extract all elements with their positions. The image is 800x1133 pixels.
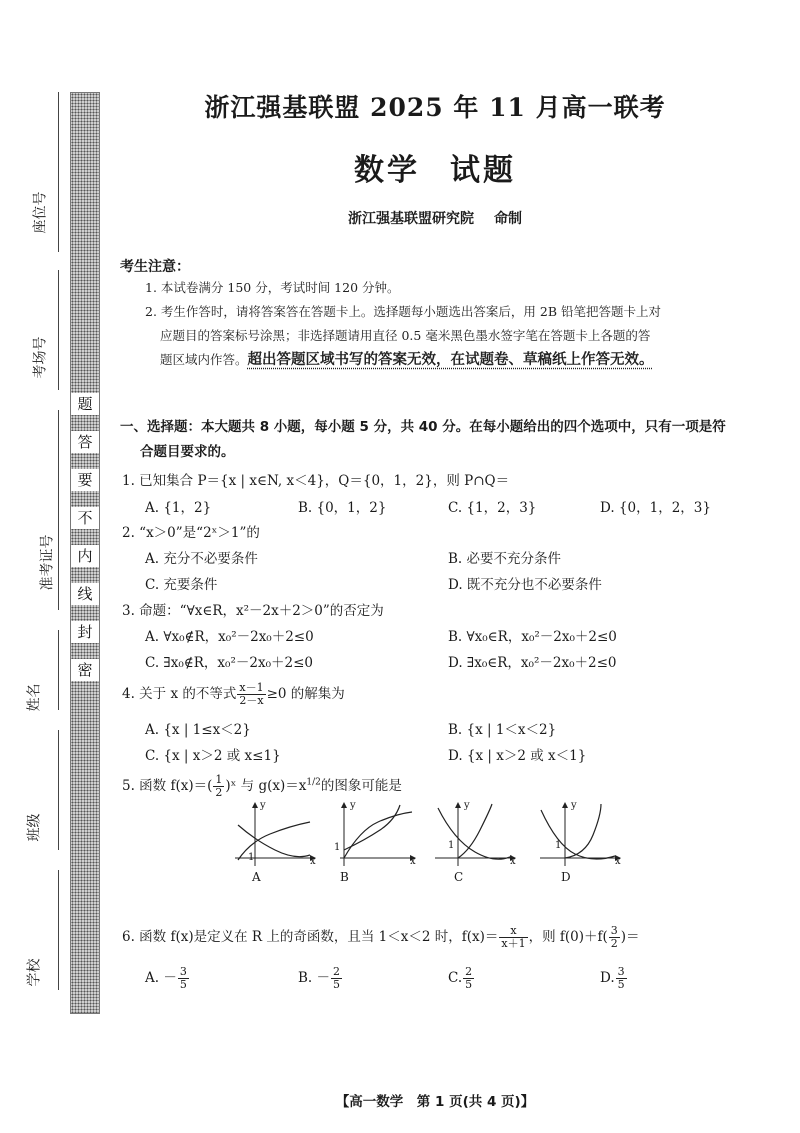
question-4-option-b: B. {x | 1＜x＜2}	[448, 722, 557, 738]
question-6-option-d	[600, 966, 628, 991]
fraction-denominator: x＋1	[501, 937, 526, 950]
question-1-option-c: C. {1，2，3}	[448, 500, 537, 516]
graph-b-y-label: y	[350, 800, 356, 811]
graph-b-x-label: x	[410, 856, 416, 867]
fraction-denominator: 2	[610, 937, 618, 950]
question-3-option-b: B. ∀x₀∈R，x₀²－2x₀＋2≤0	[448, 629, 617, 645]
notice-item-1: 1. 本试卷满分 150 分，考试时间 120 分钟。	[145, 280, 400, 295]
question-5-stem-post: 的图象可能是	[320, 778, 402, 794]
school-line	[58, 870, 59, 990]
graph-a	[230, 800, 320, 882]
question-6-option-c	[448, 966, 475, 991]
question-1-stem: 1. 已知集合 P＝{x | x∈N, x＜4}，Q＝{0，1，2}，则 P∩Q＝	[122, 473, 510, 489]
question-5-graphs	[230, 800, 630, 882]
class-line	[58, 730, 59, 850]
author-line	[110, 208, 760, 228]
exam-room-label: 考场号	[32, 336, 49, 379]
graph-c-y-label: y	[464, 800, 470, 811]
subject-suffix: 试题	[450, 153, 516, 188]
strip-char: 封	[71, 621, 99, 643]
option-fraction	[463, 966, 474, 991]
graph-a-y-label: y	[260, 800, 266, 811]
fraction-denominator: 5	[617, 978, 625, 991]
fraction-numerator: 3	[179, 965, 187, 978]
notice-item-2-line-2: 应题目的答案标号涂黑；非选择题请用直径 0.5 毫米黑色墨水签字笔在答题卡上各题的答	[160, 328, 651, 343]
graph-c-label: C	[454, 870, 464, 884]
notice-heading: 考生注意：	[120, 259, 190, 275]
option-prefix: B. －	[298, 970, 331, 986]
question-3-option-c: C. ∃x₀∉R，x₀²－2x₀＋2≤0	[145, 655, 313, 671]
option-fraction	[178, 966, 189, 991]
exam-title: 浙江强基联盟 2025 年 11 月高一联考	[204, 93, 666, 122]
question-6-stem-pre: 6. 函数 f(x)是定义在 R 上的奇函数，且当 1＜x＜2 时，f(x)＝	[122, 929, 499, 945]
question-6-fraction-1	[499, 925, 527, 950]
graph-b-one-label: 1	[334, 842, 341, 853]
graph-a-x-label: x	[310, 856, 316, 867]
notice-item-2-line-3	[160, 348, 770, 372]
question-4-stem-pre: 4. 关于 x 的不等式	[122, 686, 237, 702]
class-label: 班级	[26, 813, 43, 842]
question-6-stem-mid: ，则 f(0)＋f(	[528, 929, 608, 945]
graph-a-label: A	[252, 870, 261, 884]
fraction-numerator: x	[499, 925, 527, 938]
fraction-denominator: 5	[465, 978, 473, 991]
graph-b-label: B	[340, 870, 349, 884]
subject-name: 数学	[354, 153, 420, 188]
question-2-option-c: C. 充要条件	[145, 577, 218, 593]
graph-c-x-label: x	[510, 856, 516, 867]
name-line	[58, 630, 59, 710]
name-label: 姓名	[26, 683, 43, 712]
question-3-stem: 3. 命题：“∀x∈R，x²－2x＋2＞0”的否定为	[122, 603, 384, 619]
graph-c	[430, 800, 520, 882]
question-5-exponent: 1/2	[306, 777, 321, 788]
question-5-fraction	[213, 774, 224, 799]
question-6-option-a	[145, 966, 190, 991]
question-4-stem	[122, 682, 345, 707]
fraction-denominator: 5	[179, 978, 187, 991]
sealing-strip	[70, 92, 100, 1014]
school-label: 学校	[26, 958, 43, 987]
strip-char: 线	[71, 583, 99, 605]
option-prefix: D.	[600, 970, 615, 986]
question-1-option-d: D. {0，1，2，3}	[600, 500, 711, 516]
notice-warning: 超出答题区域书写的答案无效，在试题卷、草稿纸上作答无效。	[247, 352, 654, 368]
option-fraction	[616, 966, 627, 991]
graph-d-x-label: x	[615, 856, 621, 867]
option-prefix: C.	[448, 970, 463, 986]
strip-char: 内	[71, 545, 99, 567]
graph-c-svg	[430, 800, 520, 870]
fraction-denominator: 2	[215, 786, 223, 799]
fraction-numerator: 2	[333, 965, 341, 978]
graph-d-label: D	[561, 870, 571, 884]
fraction-denominator: 2－x	[239, 694, 264, 707]
question-5-stem-mid: )ˣ 与 g(x)＝x	[225, 778, 307, 794]
question-4-option-c: C. {x | x＞2 或 x≤1}	[145, 748, 281, 764]
graph-b-svg	[330, 800, 420, 870]
notice-item-2-text: 题区域内作答。	[160, 352, 248, 367]
fraction-denominator: 5	[333, 978, 341, 991]
option-prefix: A. －	[145, 970, 177, 986]
question-5-stem-pre: 5. 函数 f(x)＝(	[122, 778, 213, 794]
question-3-option-d: D. ∃x₀∈R，x₀²－2x₀＋2≤0	[448, 655, 617, 671]
option-fraction	[331, 966, 342, 991]
fraction-numerator: 3	[617, 965, 625, 978]
strip-char: 不	[71, 507, 99, 529]
strip-char: 密	[71, 659, 99, 681]
question-4-option-d: D. {x | x＞2 或 x＜1}	[448, 748, 587, 764]
graph-d-svg	[535, 800, 625, 870]
question-6-stem-post: )＝	[620, 929, 640, 945]
fraction-numerator: x－1	[239, 681, 264, 694]
candidate-info-margin	[0, 0, 66, 1133]
question-2-option-a: A. 充分不必要条件	[145, 551, 258, 567]
fraction-numerator: 3	[610, 924, 618, 937]
fraction-numerator: 1	[215, 773, 223, 786]
graph-c-one-label: 1	[448, 840, 455, 851]
question-5-stem	[122, 774, 402, 799]
author-name: 浙江强基联盟研究院	[348, 211, 474, 227]
section-heading-line-2: 合题目要求的。	[140, 444, 235, 460]
fraction-numerator: 2	[465, 965, 473, 978]
question-6-stem	[122, 925, 640, 950]
question-6-fraction-2	[609, 925, 620, 950]
exam-room-line	[58, 270, 59, 390]
question-3-option-a: A. ∀x₀∉R，x₀²－2x₀＋2≤0	[145, 629, 314, 645]
ticket-number-line	[58, 410, 59, 610]
graph-d	[535, 800, 625, 882]
question-4-fraction	[237, 682, 265, 707]
strip-char: 答	[71, 431, 99, 453]
question-1-option-b: B. {0，1，2}	[298, 500, 387, 516]
question-4-stem-post: ≥0 的解集为	[266, 686, 345, 702]
graph-d-one-label: 1	[555, 840, 562, 851]
question-4-option-a: A. {x | 1≤x＜2}	[145, 722, 251, 738]
seat-number-line	[58, 92, 59, 252]
seat-number-label: 座位号	[32, 191, 49, 234]
graph-a-one-label: 1	[248, 852, 255, 863]
question-6-option-b	[298, 966, 343, 991]
strip-char: 要	[71, 469, 99, 491]
page-footer: 【高一数学 第 1 页(共 4 页)】	[335, 1094, 535, 1110]
graph-a-svg	[230, 800, 320, 870]
ticket-number-label: 准考证号	[39, 534, 56, 591]
section-heading-line-1: 一、选择题：本大题共 8 小题，每小题 5 分，共 40 分。在每小题给出的四个选项中，只有一项是符	[120, 419, 726, 435]
author-suffix: 命制	[494, 211, 522, 227]
graph-d-y-label: y	[571, 800, 577, 811]
question-2-option-b: B. 必要不充分条件	[448, 551, 562, 567]
subject-title	[110, 145, 760, 189]
question-1-option-a: A. {1，2}	[145, 500, 212, 516]
section-heading	[120, 415, 752, 465]
notice-item-2-line-1: 2. 考生作答时，请将答案答在答题卡上。选择题每小题选出答案后，用 2B 铅笔把答题卡上对	[145, 304, 661, 319]
strip-char: 题	[71, 393, 99, 415]
graph-b	[330, 800, 420, 882]
question-2-option-d: D. 既不充分也不必要条件	[448, 577, 602, 593]
question-2-stem: 2. “x＞0”是“2ˣ＞1”的	[122, 525, 260, 541]
